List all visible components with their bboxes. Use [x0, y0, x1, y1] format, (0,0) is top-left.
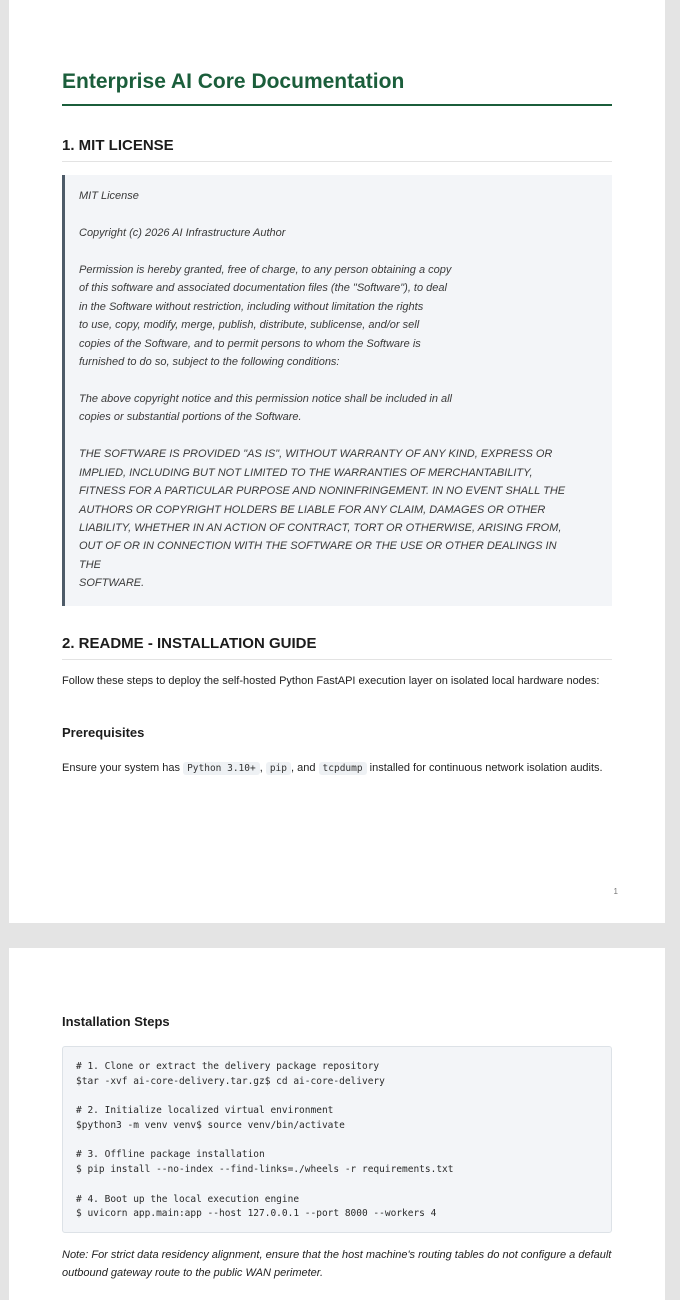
prereq-text-end: installed for continuous network isolation audits. [369, 762, 603, 774]
code-step-2 [76, 1104, 611, 1133]
document-title: Enterprise AI Core Documentation [62, 70, 612, 106]
license-line: THE SOFTWARE IS PROVIDED "AS IS", WITHOUT WARRANTY OF ANY KIND, EXPRESS OR [79, 448, 553, 461]
installation-code-block [62, 1046, 612, 1233]
data-residency-note: Note: For strict data residency alignment, ensure that the host machine's routing tables do not configure a default outbound gateway route to the public WAN perimeter. [62, 1249, 612, 1280]
license-line: to use, copy, modify, merge, publish, distribute, sublicense, and/or sell [79, 319, 420, 332]
prerequisites-heading: Prerequisites [62, 725, 145, 740]
license-copyright: Copyright (c) 2026 AI Infrastructure Author [79, 227, 286, 239]
license-line: SOFTWARE. [79, 577, 145, 590]
license-line: The above copyright notice and this permission notice shall be included in all [79, 393, 452, 406]
license-section-heading: 1. MIT LICENSE [62, 137, 612, 162]
page-number: 1 [613, 887, 618, 896]
document-page-1 [9, 0, 665, 923]
code-comment: # 2. Initialize localized virtual environment [76, 1105, 334, 1117]
code-command: $ pip install --no-index --find-links=./wheels -r requirements.txt [76, 1163, 454, 1175]
installation-steps-heading: Installation Steps [62, 1014, 170, 1029]
code-comment: # 1. Clone or extract the delivery package repository [76, 1061, 380, 1072]
prerequisites-text [62, 759, 617, 778]
license-notice-paragraph [79, 390, 602, 427]
code-comment: # 4. Boot up the local execution engine [76, 1193, 300, 1205]
code-command: $tar -xvf ai-core-delivery.tar.gz$ cd ai-core-delivery [76, 1075, 385, 1087]
license-line: FITNESS FOR A PARTICULAR PURPOSE AND NONINFRINGEMENT. IN NO EVENT SHALL THE [79, 485, 566, 498]
prereq-separator: , and [291, 762, 316, 774]
pip-code: pip [266, 762, 291, 775]
code-step-1 [76, 1060, 611, 1089]
license-line: of this software and associated documentation files (the "Software"), to deal [79, 282, 447, 295]
code-step-3 [76, 1148, 611, 1177]
license-line: THE [79, 558, 101, 571]
document-page-2 [9, 948, 665, 1300]
code-command: $python3 -m venv venv$ source venv/bin/activate [76, 1119, 345, 1131]
code-step-4 [76, 1193, 611, 1222]
license-line: OUT OF OR IN CONNECTION WITH THE SOFTWARE OR THE USE OR OTHER DEALINGS IN [79, 540, 557, 553]
license-permission-paragraph [79, 261, 602, 371]
code-command: $ uvicorn app.main:app --host 127.0.0.1 --port 8000 --workers 4 [76, 1208, 437, 1220]
readme-intro-text: Follow these steps to deploy the self-hosted Python FastAPI execution layer on isolated local hardware nodes: [62, 675, 600, 687]
license-line: AUTHORS OR COPYRIGHT HOLDERS BE LIABLE FOR ANY CLAIM, DAMAGES OR OTHER [79, 503, 546, 516]
license-line: copies or substantial portions of the Software. [79, 411, 302, 424]
code-comment: # 3. Offline package installation [76, 1149, 265, 1161]
license-line: LIABILITY, WHETHER IN AN ACTION OF CONTRACT, TORT OR OTHERWISE, ARISING FROM, [79, 522, 562, 535]
license-line: IMPLIED, INCLUDING BUT NOT LIMITED TO THE WARRANTIES OF MERCHANTABILITY, [79, 466, 533, 479]
license-warranty-paragraph [79, 445, 602, 592]
license-text-block [62, 175, 612, 606]
license-line: in the Software without restriction, including without limitation the rights [79, 300, 424, 313]
license-line: furnished to do so, subject to the following conditions: [79, 356, 340, 369]
license-line: copies of the Software, and to permit persons to whom the Software is [79, 337, 421, 350]
prereq-text-start: Ensure your system has [62, 762, 180, 774]
tcpdump-code: tcpdump [319, 762, 367, 775]
prereq-separator: , [259, 762, 263, 774]
license-line: Permission is hereby granted, free of charge, to any person obtaining a copy [79, 264, 452, 276]
license-name: MIT License [79, 190, 139, 202]
readme-section-heading: 2. README - INSTALLATION GUIDE [62, 635, 612, 660]
python-version-code: Python 3.10+ [183, 762, 260, 775]
